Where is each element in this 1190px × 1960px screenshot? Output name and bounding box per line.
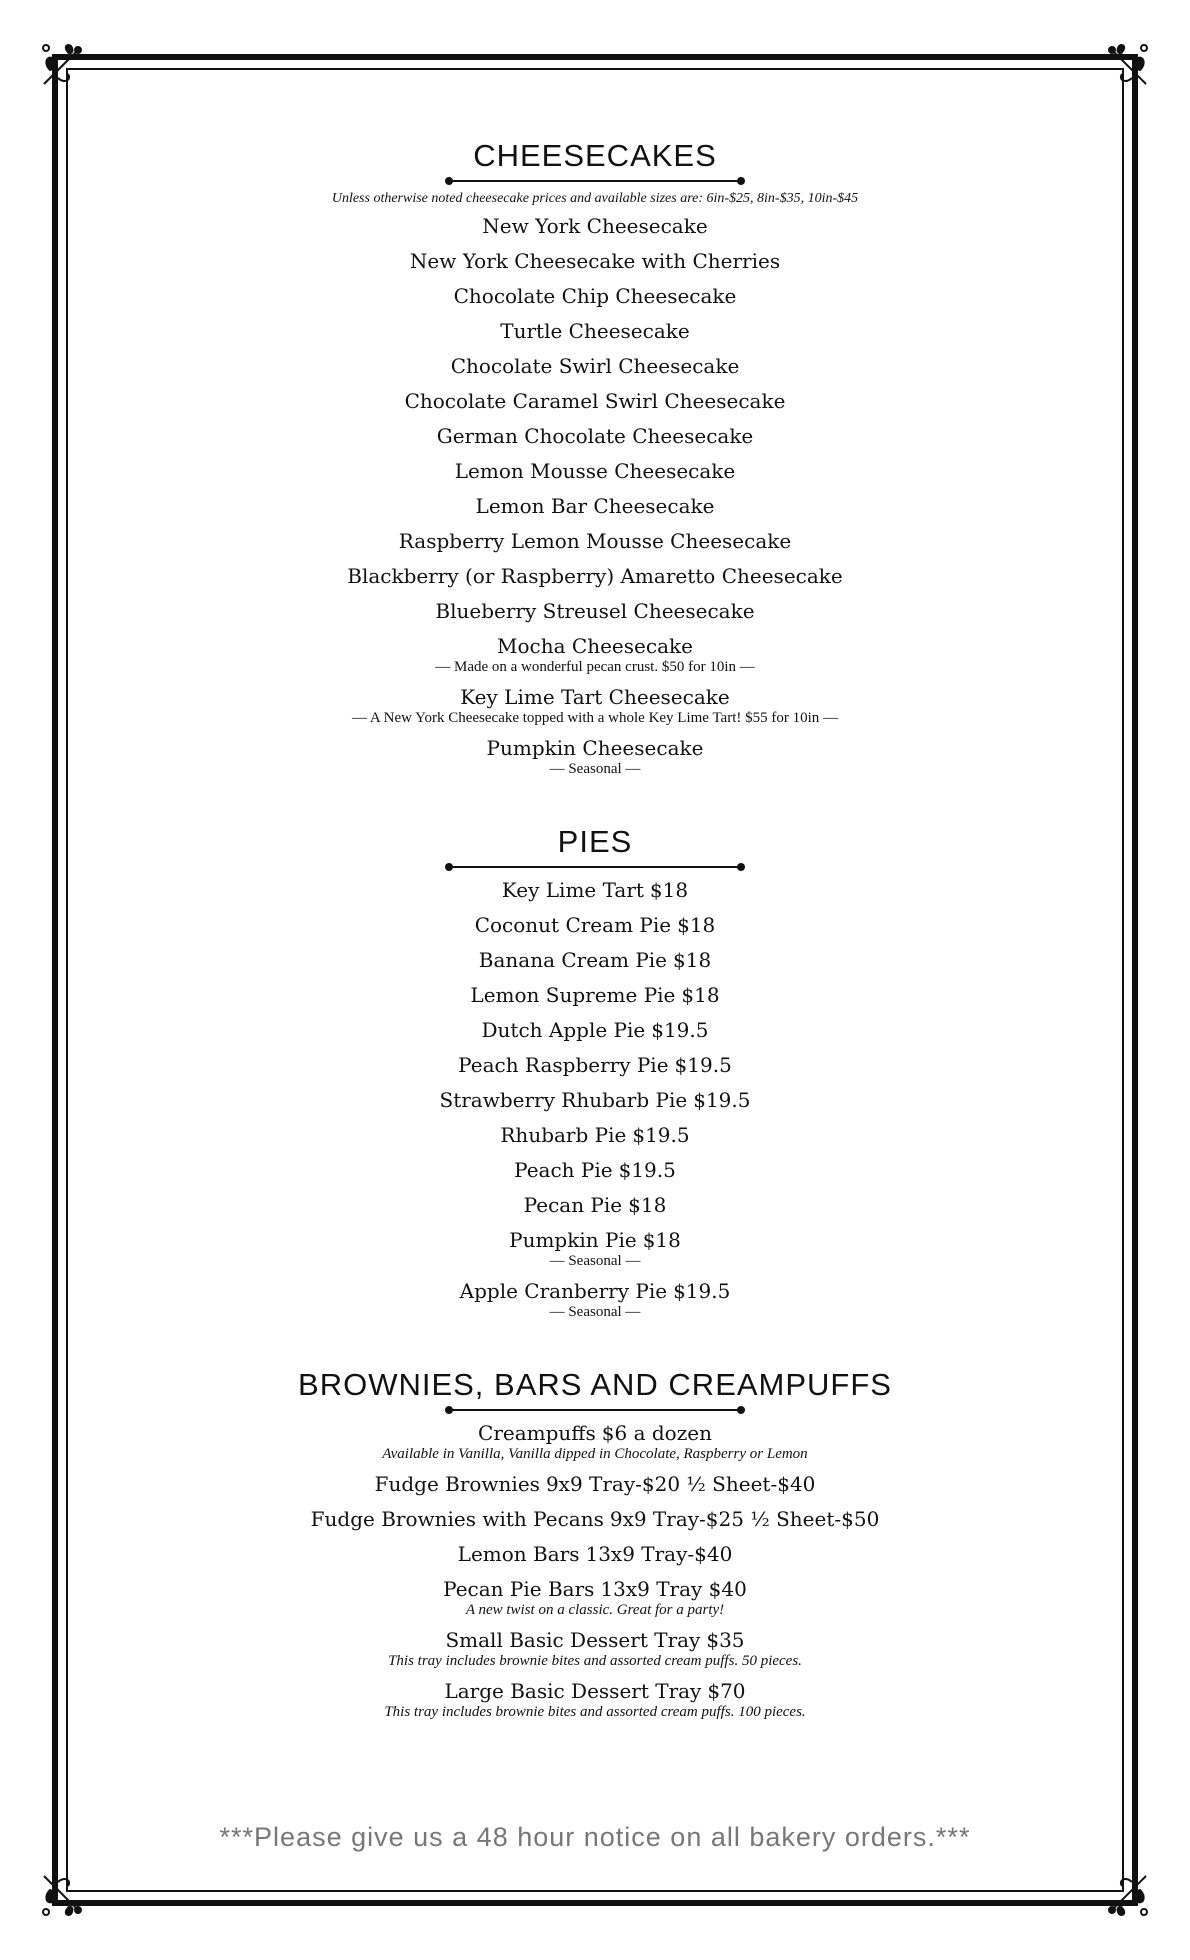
item-description: A new twist on a classic. Great for a party! [465,1602,725,1618]
floral-corner-icon [38,40,88,90]
menu-item [90,352,1100,380]
item-name: Apple Cranberry Pie [459,1279,668,1303]
item-price: 13x9 Tray-$40 [585,1542,733,1566]
menu-item [90,317,1100,345]
item-price: $18 [681,983,720,1007]
item-description: — Seasonal — [549,761,641,777]
item-name: Lemon Bars [457,1542,580,1566]
item-name: Mocha Cheesecake [497,634,693,658]
menu-item [90,527,1100,555]
item-name: Lemon Supreme Pie [470,983,676,1007]
menu-item [90,212,1100,240]
section-title: PIES [557,824,633,859]
item-name: Strawberry Rhubarb Pie [439,1088,688,1112]
menu-item [90,1156,1100,1184]
menu-item [90,1191,1100,1219]
item-name: Dutch Apple Pie [481,1018,646,1042]
item-name: Rhubarb Pie [500,1123,627,1147]
item-name: Pumpkin Cheesecake [486,736,704,760]
floral-corner-icon [38,1870,88,1920]
item-price: $70 [707,1679,746,1703]
item-price: $19.5 [632,1123,690,1147]
menu-section [90,1365,1100,1721]
item-name: Coconut Cream Pie [474,913,672,937]
item-name: Blueberry Streusel Cheesecake [435,599,755,623]
menu-item [90,1086,1100,1114]
item-price: 9x9 Tray-$20 ½ Sheet-$40 [545,1472,816,1496]
item-name: Large Basic Dessert Tray [444,1679,702,1703]
item-price: $19.5 [651,1018,709,1042]
item-description: — A New York Cheesecake topped with a whole Key Lime Tart! $55 for 10in — [351,710,839,726]
item-description: This tray includes brownie bites and assorted cream puffs. 50 pieces. [388,1653,802,1669]
item-price: $18 [677,913,716,937]
menu-item [90,632,1100,676]
item-name: Peach Pie [514,1158,613,1182]
item-price: $18 [642,1228,681,1252]
item-name: Turtle Cheesecake [500,319,690,343]
menu-item [90,457,1100,485]
menu-item [90,1540,1100,1568]
item-name: New York Cheesecake [482,214,708,238]
menu-item [90,1470,1100,1498]
item-name: Chocolate Swirl Cheesecake [450,354,740,378]
item-name: Raspberry Lemon Mousse Cheesecake [398,529,792,553]
menu-item [90,492,1100,520]
item-price: $19.5 [674,1053,732,1077]
item-description: This tray includes brownie bites and assorted cream puffs. 100 pieces. [384,1704,806,1720]
item-price: $19.5 [693,1088,751,1112]
item-name: Key Lime Tart [501,878,644,902]
item-name: Small Basic Dessert Tray [445,1628,701,1652]
item-description: — Seasonal — [549,1253,641,1269]
menu-item [90,1419,1100,1463]
item-price: 13x9 Tray $40 [600,1577,747,1601]
menu-item [90,1277,1100,1321]
section-intro: Unless otherwise noted cheesecake prices and available sizes are: 6in-$25, 8in-$35, 10in-$45 [331,191,859,206]
menu-item [90,1677,1100,1721]
item-name: Blackberry (or Raspberry) Amaretto Cheesecake [347,564,843,588]
item-name: Pecan Pie [523,1193,623,1217]
menu-item [90,1505,1100,1533]
menu-item [90,734,1100,778]
menu-item [90,387,1100,415]
item-name: Lemon Mousse Cheesecake [454,459,736,483]
item-name: Fudge Brownies [374,1472,540,1496]
menu-item [90,562,1100,590]
menu-item [90,981,1100,1009]
menu-item [90,1575,1100,1619]
menu-content [90,136,1100,1765]
section-divider [445,1405,745,1415]
item-description: Available in Vanilla, Vanilla dipped in Chocolate, Raspberry or Lemon [382,1446,808,1462]
menu-item [90,946,1100,974]
item-name: Chocolate Chip Cheesecake [453,284,737,308]
item-price: $6 a dozen [601,1421,712,1445]
item-price: $35 [706,1628,745,1652]
menu-item [90,282,1100,310]
item-name: German Chocolate Cheesecake [436,424,754,448]
item-name: Lemon Bar Cheesecake [475,494,715,518]
item-description: — Made on a wonderful pecan crust. $50 for 10in — [435,659,755,675]
menu-item [90,911,1100,939]
section-title: BROWNIES, BARS AND CREAMPUFFS [298,1367,892,1402]
floral-corner-icon [1102,40,1152,90]
item-price: $18 [649,878,689,902]
item-price: 9x9 Tray-$25 ½ Sheet-$50 [609,1507,880,1531]
item-description: — Seasonal — [549,1304,641,1320]
item-name: Pecan Pie Bars [443,1577,595,1601]
item-name: Key Lime Tart Cheesecake [460,685,730,709]
menu-item [90,597,1100,625]
item-price: $19.5 [618,1158,676,1182]
menu-section [90,136,1100,778]
menu-item [90,1016,1100,1044]
item-name: Banana Cream Pie [478,948,668,972]
item-price: $19.5 [673,1279,731,1303]
item-price: $18 [673,948,712,972]
section-title: CHEESECAKES [473,138,717,173]
item-name: New York Cheesecake with Cherries [409,249,781,273]
menu-item [90,247,1100,275]
menu-item [90,422,1100,450]
menu-item [90,683,1100,727]
section-divider [445,176,745,186]
order-notice: ***Please give us a 48 hour notice on all bakery orders.*** [219,1822,971,1852]
item-name: Creampuffs [478,1421,596,1445]
menu-item [90,876,1100,904]
section-divider [445,862,745,872]
item-name: Pumpkin Pie [509,1228,637,1252]
item-name: Chocolate Caramel Swirl Cheesecake [404,389,786,413]
item-price: $18 [628,1193,667,1217]
menu-section [90,822,1100,1321]
menu-item [90,1226,1100,1270]
menu-item [90,1121,1100,1149]
item-name: Peach Raspberry Pie [458,1053,669,1077]
menu-item [90,1051,1100,1079]
menu-item [90,1626,1100,1670]
floral-corner-icon [1102,1870,1152,1920]
item-name: Fudge Brownies with Pecans [310,1507,604,1531]
